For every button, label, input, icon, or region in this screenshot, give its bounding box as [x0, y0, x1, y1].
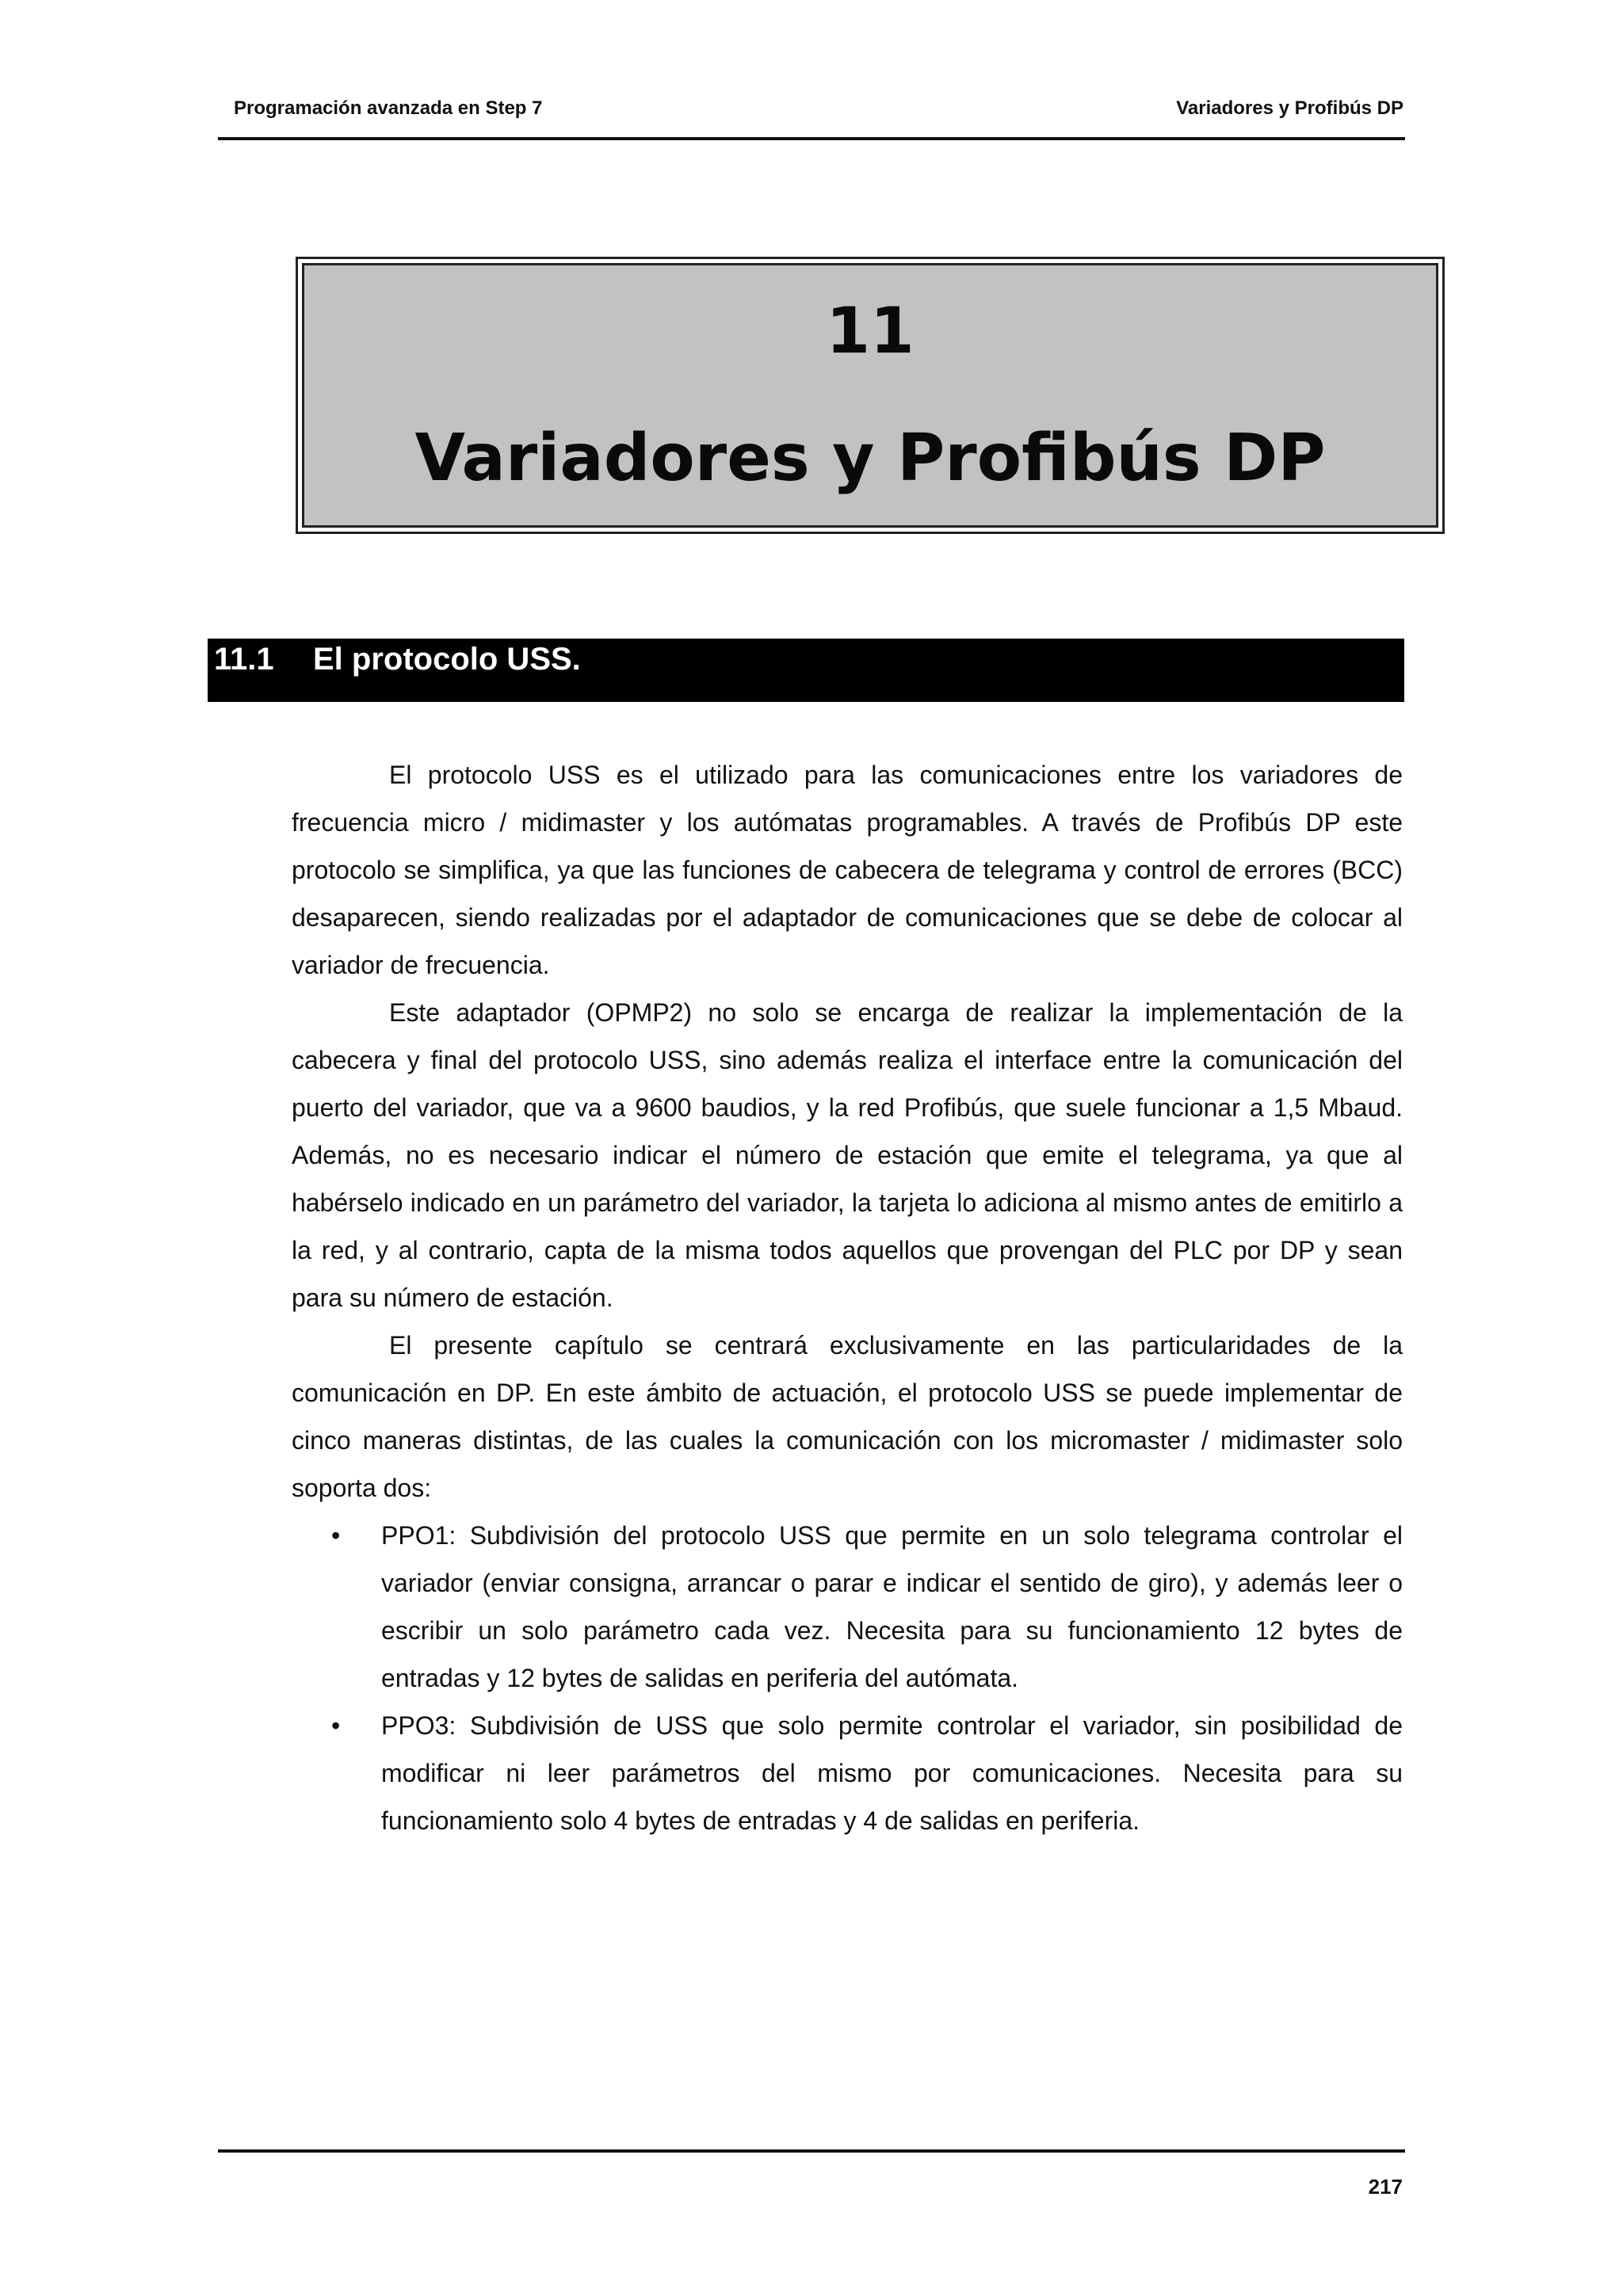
list-item: [292, 1512, 1403, 1702]
section-number: 11.1: [214, 642, 274, 677]
list-item: [292, 1702, 1403, 1844]
body-text: [292, 751, 1403, 1844]
chapter-title-box: [296, 257, 1445, 534]
bullet-list: [292, 1512, 1403, 1844]
list-item-text: PPO1: Subdivisión del protocolo USS que permite en un solo telegrama controlar el variador (enviar consigna, arrancar o parar e indicar el sentido de giro), y además leer o escribir un solo parámetro cada vez. Necesita para su funcionamiento 12 bytes de entradas y 12 bytes de salidas en periferia del autómata.: [381, 1521, 1403, 1692]
chapter-title-box-inner: [302, 263, 1438, 528]
paragraph: El protocolo USS es el utilizado para las comunicaciones entre los variadores de frecuencia micro / midimaster y los autómatas programables. A través de Profibús DP este protocolo se simplifica, ya que las funciones de cabecera de telegrama y control de errores (BCC) desaparecen, siendo realizadas por el adaptador de comunicaciones que se debe de colocar al variador de frecuencia.: [292, 761, 1403, 979]
bullet-icon: •: [331, 1711, 341, 1740]
chapter-number: 11: [826, 294, 915, 368]
paragraph: Este adaptador (OPMP2) no solo se encarga de realizar la implementación de la cabecera y final del protocolo USS, sino además realiza el interface entre la comunicación del puerto del variador, que va a 9600 baudios, y la red Profibús, que suele funcionar a 1,5 Mbaud. Además, no es necesario indicar el número de estación que emite el telegrama, ya que al habérselo indicado en un parámetro del variador, la tarjeta lo adiciona al mismo antes de emitirlo a la red, y al contrario, capta de la misma todos aquellos que provengan del PLC por DP y sean para su número de estación.: [292, 998, 1403, 1312]
section-title: El protocolo USS.: [313, 642, 581, 677]
running-header-left: Programación avanzada en Step 7: [234, 97, 543, 119]
running-header-right: Variadores y Profibús DP: [1176, 97, 1403, 119]
paragraph: El presente capítulo se centrará exclusivamente en las particularidades de la comunicación en DP. En este ámbito de actuación, el protocolo USS se puede implementar de cinco maneras distintas, de las cuales la comunicación con los micromaster / midimaster solo soporta dos:: [292, 1331, 1403, 1502]
bullet-icon: •: [331, 1521, 341, 1550]
section-heading-bar: [208, 639, 1404, 702]
list-item-text: PPO3: Subdivisión de USS que solo permite controlar el variador, sin posibilidad de modificar ni leer parámetros del mismo por comunicaciones. Necesita para su funcionamiento solo 4 bytes de entradas y 4 de salidas en periferia.: [381, 1711, 1403, 1835]
header-divider: [218, 137, 1405, 140]
page-number: 217: [1368, 2175, 1403, 2199]
chapter-title: Variadores y Profibús DP: [414, 421, 1326, 496]
footer-divider: [218, 2149, 1405, 2153]
